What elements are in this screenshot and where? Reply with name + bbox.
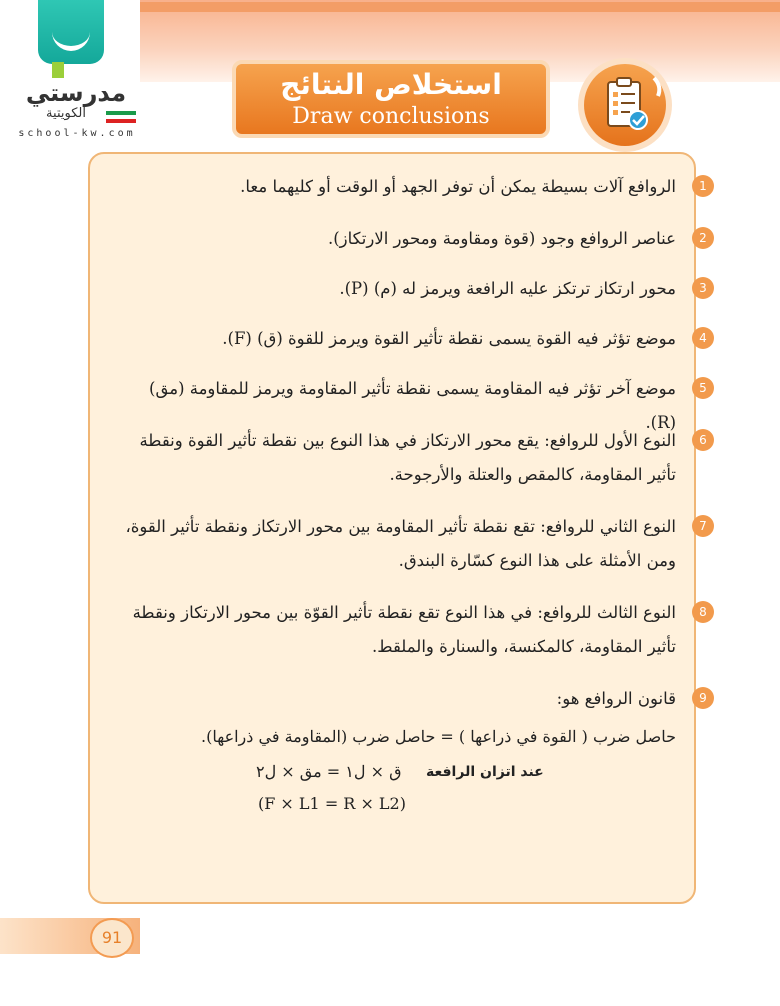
item-text: الروافع آلات بسيطة يمكن أن توفر الجهد أو الوقت أو كليهما معا. [240, 177, 676, 196]
logo-name: مدرستي [25, 79, 127, 107]
logo-subtitle: الكويتية [46, 106, 86, 121]
kuwait-flag-icon [106, 111, 136, 123]
madrasati-logo[interactable] [8, 0, 140, 140]
list-item [116, 682, 707, 716]
logo-tag-shape [52, 62, 64, 78]
item-number: 8 [692, 601, 714, 623]
balance-label: عند اتزان الرافعة [426, 764, 544, 780]
list-item [116, 510, 707, 578]
item-number: 2 [692, 227, 714, 249]
logo-smile-icon [38, 0, 104, 64]
lever-equation-en: (F × L1 = R × L2) [258, 794, 406, 813]
page-number: 91 [90, 918, 134, 958]
item-number: 9 [692, 687, 714, 709]
section-title-ar: استخلاص النتائج [280, 68, 502, 101]
logo-site: school-kw.com [18, 128, 136, 139]
pen-decoration-icon [648, 72, 678, 102]
item-text: موضع آخر تؤثر فيه المقاومة يسمى نقطة تأثير المقاومة ويرمز للمقاومة (مق) (R). [149, 379, 676, 432]
item-text: محور ارتكاز ترتكز عليه الرافعة ويرمز له (م) (P). [339, 279, 676, 298]
section-title-en: Draw conclusions [292, 104, 490, 129]
list-item [116, 424, 707, 492]
item-number: 3 [692, 277, 714, 299]
item-number: 4 [692, 327, 714, 349]
top-accent-line [140, 2, 780, 12]
list-item [116, 322, 707, 356]
item-text: موضع تؤثر فيه القوة يسمى نقطة تأثير القوة ويرمز للقوة (ق) (F). [222, 329, 676, 348]
list-item [116, 222, 707, 256]
lever-equation-ar: ق × ل١ = مق × ل٢ [256, 762, 402, 781]
item-text: النوع الثاني للروافع: تقع نقطة تأثير المقاومة بين محور الارتكاز ونقطة تأثير القوة، ومن الأمثلة على هذا النوع كسّارة البندق. [125, 517, 676, 570]
list-item [116, 596, 707, 664]
logo-smile-mouth [52, 30, 90, 51]
item-number: 6 [692, 429, 714, 451]
section-header [232, 60, 550, 138]
item-number: 7 [692, 515, 714, 537]
item-text: النوع الثالث للروافع: في هذا النوع تقع نقطة تأثير القوّة بين محور الارتكاز ونقطة تأثير المقاومة، كالمكنسة، والسنارة والملقط. [132, 603, 676, 656]
item-number: 1 [692, 175, 714, 197]
item-text: النوع الأول للروافع: يقع محور الارتكاز في هذا النوع بين نقطة تأثير القوة ونقطة تأثير المقاومة، كالمقص والعتلة والأرجوحة. [139, 431, 676, 484]
item-text: عناصر الروافع وجود (قوة ومقاومة ومحور الارتكاز). [327, 229, 676, 248]
lever-law-statement: حاصل ضرب ( القوة في ذراعها ) = حاصل ضرب (المقاومة في ذراعها). [200, 727, 676, 746]
item-text: قانون الروافع هو: [556, 689, 676, 708]
list-item [116, 170, 707, 204]
item-number: 5 [692, 377, 714, 399]
list-item [116, 272, 707, 306]
